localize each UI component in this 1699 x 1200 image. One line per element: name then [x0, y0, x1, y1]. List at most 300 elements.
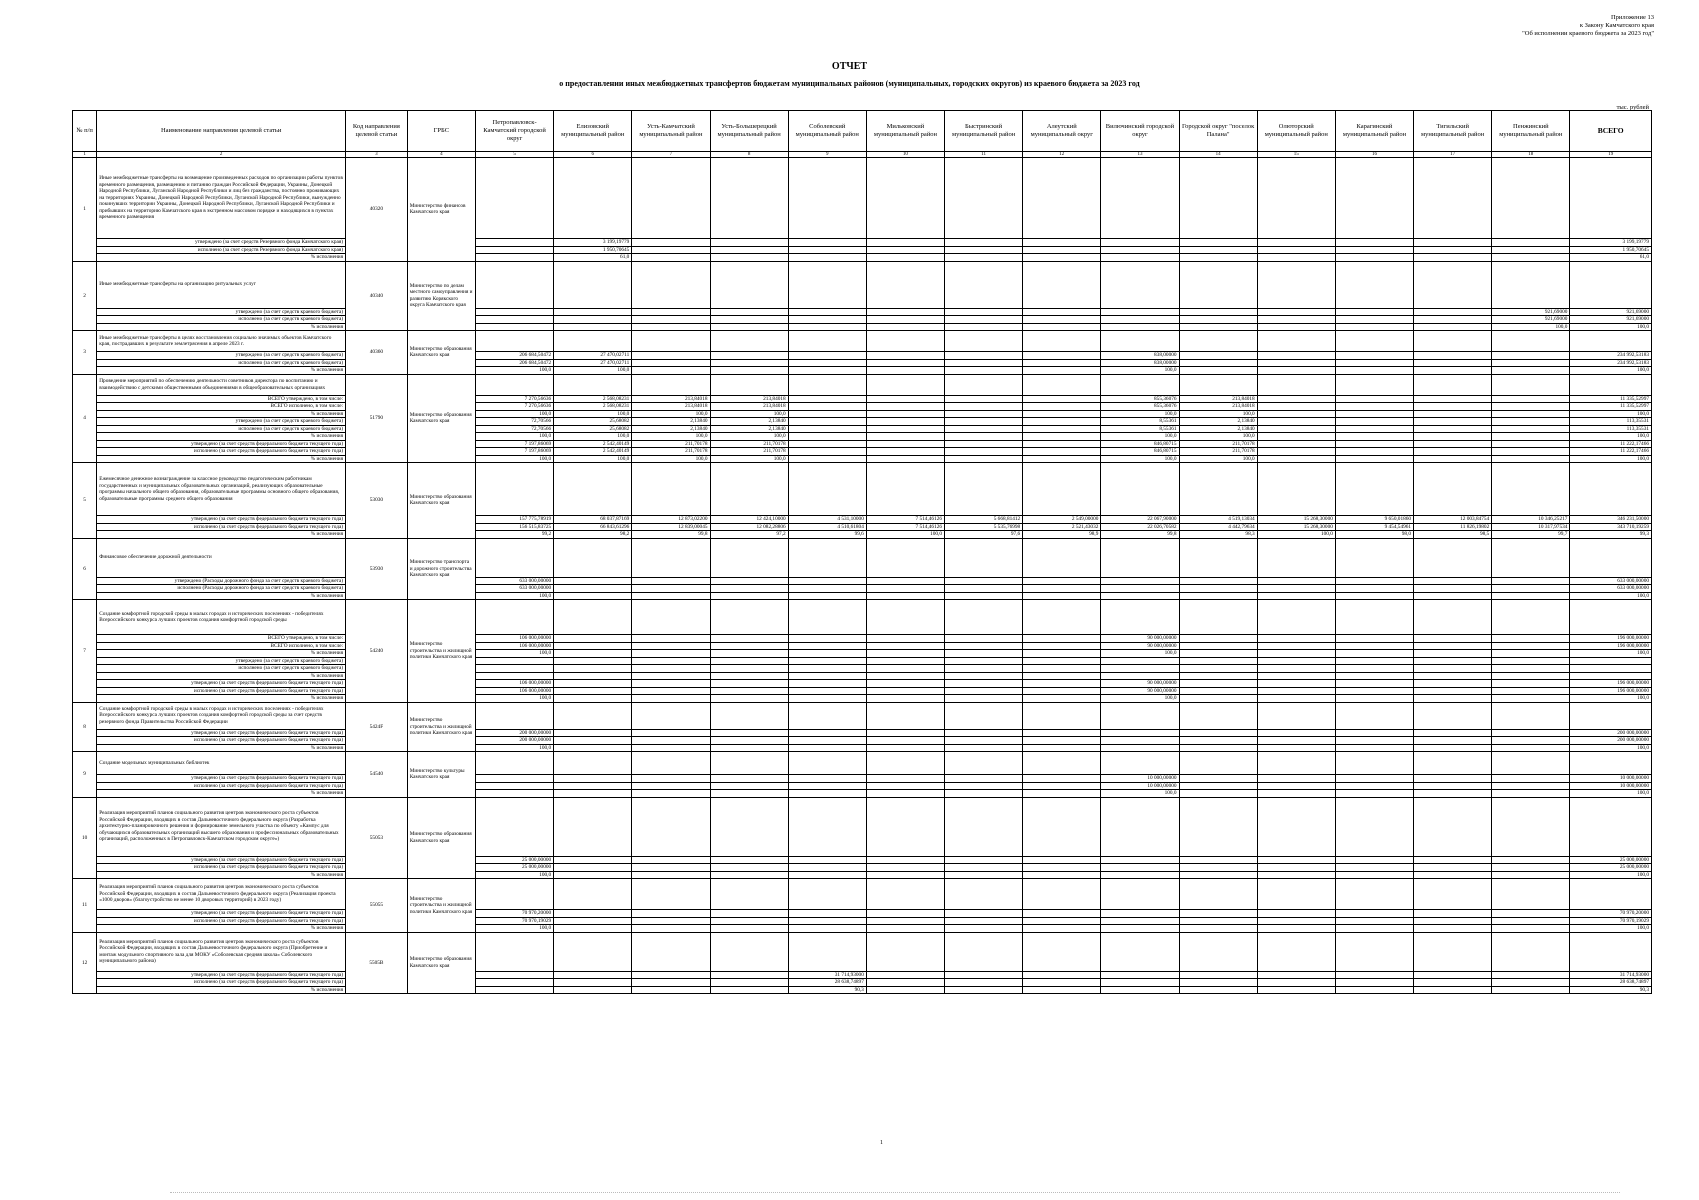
value-cell: 100,0 — [1101, 695, 1179, 703]
value-cell — [1179, 657, 1257, 665]
value-cell — [945, 352, 1023, 360]
target-code: 53030 — [346, 463, 408, 539]
empty-cell — [1492, 879, 1570, 910]
value-cell — [945, 979, 1023, 987]
empty-cell — [1570, 158, 1652, 239]
target-code: 53930 — [346, 538, 408, 600]
value-cell — [1492, 367, 1570, 375]
total-cell: 343 710,19259 — [1570, 523, 1652, 531]
value-cell: 2,13840 — [1179, 425, 1257, 433]
empty-cell — [1335, 538, 1413, 577]
header-row — [73, 111, 1652, 152]
value-cell — [945, 246, 1023, 254]
value-cell: 7 514,46126 — [866, 516, 944, 524]
value-cell — [866, 403, 944, 411]
value-cell — [632, 680, 710, 688]
value-cell: 100,0 — [632, 455, 710, 463]
value-cell — [945, 687, 1023, 695]
value-cell — [866, 744, 944, 752]
value-cell — [866, 308, 944, 316]
value-cell — [710, 729, 788, 737]
value-cell — [710, 971, 788, 979]
value-cell — [945, 592, 1023, 600]
row-label: % исполнения — [97, 367, 346, 375]
value-cell — [1023, 585, 1101, 593]
value-cell: 106 000,00000 — [475, 635, 553, 643]
value-cell — [866, 680, 944, 688]
value-cell — [945, 856, 1023, 864]
value-cell — [866, 316, 944, 324]
value-cell — [1257, 695, 1335, 703]
value-cell — [1179, 775, 1257, 783]
value-cell — [632, 971, 710, 979]
value-cell — [1257, 687, 1335, 695]
row-number: 8 — [73, 702, 97, 752]
grbs-name: Министерство строительства и жилищной политики Камчатского края — [407, 879, 475, 933]
row-label: утверждено (за счет средств краевого бюджета) — [97, 418, 346, 426]
value-cell — [1335, 775, 1413, 783]
total-cell: 31 714,93000 — [1570, 971, 1652, 979]
value-cell — [632, 917, 710, 925]
value-cell — [788, 925, 866, 933]
value-cell — [945, 308, 1023, 316]
value-cell: 200 000,00000 — [475, 729, 553, 737]
value-cell — [1023, 254, 1101, 262]
value-cell: 99,8 — [632, 531, 710, 539]
data-row — [73, 359, 1652, 367]
value-cell — [866, 917, 944, 925]
value-cell: 5 668,81412 — [945, 516, 1023, 524]
report-table — [72, 110, 1652, 994]
data-row — [73, 782, 1652, 790]
value-cell — [1492, 425, 1570, 433]
row-number: 5 — [73, 463, 97, 539]
value-cell — [788, 729, 866, 737]
data-row — [73, 650, 1652, 658]
value-cell: 921,69000 — [1492, 316, 1570, 324]
value-cell — [632, 695, 710, 703]
value-cell — [1492, 925, 1570, 933]
value-cell — [1257, 323, 1335, 331]
row-label: исполнено (за счет средств федерального бюджета текущего года) — [97, 687, 346, 695]
empty-cell — [710, 600, 788, 635]
empty-cell — [945, 538, 1023, 577]
value-cell — [554, 864, 632, 872]
value-cell: 100,0 — [554, 367, 632, 375]
value-cell — [945, 737, 1023, 745]
value-cell — [710, 239, 788, 247]
value-cell — [866, 695, 944, 703]
data-row — [73, 577, 1652, 585]
value-cell — [632, 871, 710, 879]
empty-cell — [710, 374, 788, 395]
value-cell — [1492, 910, 1570, 918]
value-cell: 106 000,00000 — [475, 687, 553, 695]
value-cell — [1492, 737, 1570, 745]
value-cell: 100,0 — [475, 871, 553, 879]
value-cell — [1335, 592, 1413, 600]
row-label: утверждено (Расходы дорожного фонда за счет средств краевого бюджета) — [97, 577, 346, 585]
value-cell: 7 270,56636 — [475, 403, 553, 411]
value-cell — [1023, 856, 1101, 864]
value-cell — [1179, 239, 1257, 247]
empty-cell — [475, 797, 553, 856]
empty-cell — [1179, 752, 1257, 775]
value-cell — [1335, 665, 1413, 673]
column-header: Алеутский муниципальный округ — [1023, 111, 1101, 152]
value-cell: 2 568,08231 — [554, 395, 632, 403]
value-cell — [866, 737, 944, 745]
direction-name: Реализация мероприятий планов социального развития центров экономического роста субъектов Российской Федерации, входящих в состав Дальневосточного федерального округа (Реализация проекта «1000 дворов» (благоустройство не менее 10 дворовых территорий) в 2023 году) — [97, 879, 346, 910]
value-cell: 200 000,00000 — [475, 737, 553, 745]
value-cell — [1179, 744, 1257, 752]
value-cell — [1335, 418, 1413, 426]
value-cell — [1335, 448, 1413, 456]
empty-cell — [1570, 374, 1652, 395]
empty-cell — [632, 463, 710, 516]
value-cell — [1492, 418, 1570, 426]
column-number: 12 — [1023, 152, 1101, 158]
value-cell: 2 521,43032 — [1023, 523, 1101, 531]
value-cell — [1023, 775, 1101, 783]
value-cell — [1023, 359, 1101, 367]
row-label: ВСЕГО исполнено, в том числе: — [97, 403, 346, 411]
row-label: утверждено (за счет средств федерального бюджета текущего года) — [97, 971, 346, 979]
column-header: Быстринский муниципальный район — [945, 111, 1023, 152]
value-cell — [788, 433, 866, 441]
value-cell — [1492, 856, 1570, 864]
value-cell — [788, 917, 866, 925]
value-cell: 7 270,56636 — [475, 395, 553, 403]
value-cell — [945, 986, 1023, 994]
section-header-row — [73, 158, 1652, 239]
value-cell — [1257, 979, 1335, 987]
value-cell — [1023, 316, 1101, 324]
empty-cell — [866, 158, 944, 239]
value-cell — [710, 585, 788, 593]
row-label: утверждено (за счет средств краевого бюджета) — [97, 308, 346, 316]
empty-cell — [1570, 261, 1652, 308]
value-cell — [1414, 695, 1492, 703]
empty-cell — [632, 702, 710, 729]
value-cell: 12 424,10000 — [710, 516, 788, 524]
column-number: 15 — [1257, 152, 1335, 158]
total-cell: 113,35531 — [1570, 418, 1652, 426]
value-cell — [1414, 410, 1492, 418]
data-row — [73, 971, 1652, 979]
column-number: 9 — [788, 152, 866, 158]
row-label: исполнено (за счет средств краевого бюджета) — [97, 359, 346, 367]
value-cell — [554, 316, 632, 324]
value-cell: 90 000,00000 — [1101, 642, 1179, 650]
value-cell — [475, 254, 553, 262]
value-cell — [788, 642, 866, 650]
empty-cell — [554, 932, 632, 971]
value-cell — [945, 316, 1023, 324]
value-cell — [788, 448, 866, 456]
grbs-name: Министерство образования Камчатского края — [407, 797, 475, 879]
empty-cell — [554, 538, 632, 577]
value-cell — [945, 665, 1023, 673]
section-header-row — [73, 879, 1652, 910]
value-cell — [632, 687, 710, 695]
empty-cell — [788, 702, 866, 729]
value-cell: 12 839,00045 — [632, 523, 710, 531]
value-cell: 22 067,90000 — [1101, 516, 1179, 524]
empty-cell — [1179, 797, 1257, 856]
value-cell — [554, 308, 632, 316]
value-cell — [1414, 856, 1492, 864]
value-cell — [1179, 635, 1257, 643]
value-cell — [945, 418, 1023, 426]
column-header: № п/п — [73, 111, 97, 152]
empty-cell — [1492, 752, 1570, 775]
empty-cell — [788, 374, 866, 395]
value-cell — [1101, 729, 1179, 737]
value-cell: 25,68082 — [554, 418, 632, 426]
value-cell — [866, 635, 944, 643]
empty-cell — [1414, 331, 1492, 352]
value-cell — [1257, 455, 1335, 463]
column-number: 18 — [1492, 152, 1570, 158]
value-cell — [1257, 910, 1335, 918]
empty-cell — [632, 261, 710, 308]
value-cell: 100,0 — [1101, 410, 1179, 418]
value-cell — [710, 577, 788, 585]
direction-name: Создание комфортной городской среды в малых городах и исторических поселениях - победителях Всероссийского конкурса лучших проектов создания комфортной городской среды за счет средств резервного фонда Правительства Российской Федерации — [97, 702, 346, 729]
row-label: утверждено (за счет средств федерального бюджета текущего года) — [97, 440, 346, 448]
value-cell: 100,0 — [1101, 790, 1179, 798]
value-cell: 99,8 — [1101, 531, 1179, 539]
value-cell — [788, 680, 866, 688]
grbs-name: Министерство строительства и жилищной политики Камчатского края — [407, 600, 475, 703]
target-code: 40320 — [346, 158, 408, 262]
empty-cell — [1023, 600, 1101, 635]
value-cell: 2 568,08231 — [554, 403, 632, 411]
data-row — [73, 523, 1652, 531]
empty-cell — [866, 879, 944, 910]
value-cell — [710, 979, 788, 987]
value-cell: 15 268,30000 — [1257, 516, 1335, 524]
total-cell: 100,0 — [1570, 455, 1652, 463]
total-cell: 633 000,00000 — [1570, 585, 1652, 593]
data-row — [73, 246, 1652, 254]
value-cell — [1414, 455, 1492, 463]
total-cell: 200 000,00000 — [1570, 729, 1652, 737]
value-cell: 25 000,00000 — [475, 856, 553, 864]
value-cell — [1023, 395, 1101, 403]
value-cell: 4 510,61804 — [788, 523, 866, 531]
value-cell: 211,70178 — [1179, 440, 1257, 448]
value-cell — [1179, 925, 1257, 933]
value-cell — [1335, 352, 1413, 360]
total-cell: 70 970,19029 — [1570, 917, 1652, 925]
value-cell — [475, 308, 553, 316]
value-cell: 97,2 — [710, 531, 788, 539]
value-cell — [788, 864, 866, 872]
value-cell: 72,70566 — [475, 425, 553, 433]
empty-cell — [1492, 600, 1570, 635]
total-cell: 11 335,52997 — [1570, 395, 1652, 403]
value-cell — [1335, 864, 1413, 872]
value-cell — [788, 910, 866, 918]
value-cell — [632, 672, 710, 680]
value-cell: 100,0 — [475, 592, 553, 600]
row-label: исполнено (за счет средств федерального бюджета текущего года) — [97, 782, 346, 790]
target-code: 51790 — [346, 374, 408, 463]
value-cell: 12 873,02200 — [632, 516, 710, 524]
value-cell: 12 003,84754 — [1414, 516, 1492, 524]
target-code: 5505B — [346, 932, 408, 994]
value-cell — [710, 665, 788, 673]
empty-cell — [945, 932, 1023, 971]
value-cell — [1414, 254, 1492, 262]
value-cell — [1257, 403, 1335, 411]
value-cell — [554, 925, 632, 933]
empty-cell — [1492, 261, 1570, 308]
value-cell — [1179, 672, 1257, 680]
target-code: 55053 — [346, 797, 408, 879]
value-cell — [788, 737, 866, 745]
empty-cell — [866, 702, 944, 729]
empty-cell — [554, 158, 632, 239]
column-header: ГРБС — [407, 111, 475, 152]
total-cell — [1570, 672, 1652, 680]
value-cell — [1023, 672, 1101, 680]
empty-cell — [1023, 797, 1101, 856]
value-cell — [710, 687, 788, 695]
value-cell — [475, 657, 553, 665]
value-cell — [632, 592, 710, 600]
grbs-name: Министерство образования Камчатского края — [407, 932, 475, 994]
value-cell — [945, 790, 1023, 798]
empty-cell — [1335, 702, 1413, 729]
empty-cell — [1023, 752, 1101, 775]
value-cell: 100,0 — [475, 410, 553, 418]
value-cell: 27 470,02711 — [554, 359, 632, 367]
empty-cell — [475, 331, 553, 352]
value-cell — [1414, 239, 1492, 247]
row-label: % исполнения — [97, 790, 346, 798]
value-cell — [1492, 359, 1570, 367]
value-cell — [1414, 448, 1492, 456]
empty-cell — [866, 600, 944, 635]
total-cell: 10 000,00000 — [1570, 782, 1652, 790]
value-cell: 100,0 — [1101, 367, 1179, 375]
value-cell — [945, 577, 1023, 585]
value-cell — [1023, 448, 1101, 456]
column-number: 5 — [475, 152, 553, 158]
value-cell: 31 714,93000 — [788, 971, 866, 979]
target-code: 54240 — [346, 600, 408, 703]
value-cell — [710, 592, 788, 600]
data-row — [73, 592, 1652, 600]
value-cell — [945, 917, 1023, 925]
total-cell: 100,0 — [1570, 790, 1652, 798]
section-header-row — [73, 463, 1652, 516]
value-cell — [1023, 687, 1101, 695]
value-cell — [866, 729, 944, 737]
total-cell: 100,0 — [1570, 744, 1652, 752]
value-cell: 100,0 — [1179, 410, 1257, 418]
row-label: % исполнения — [97, 254, 346, 262]
row-label: % исполнения — [97, 455, 346, 463]
value-cell — [1023, 352, 1101, 360]
value-cell: 11 826,19802 — [1414, 523, 1492, 531]
data-row — [73, 657, 1652, 665]
empty-cell — [1335, 879, 1413, 910]
empty-cell — [1335, 331, 1413, 352]
value-cell: 211,70178 — [1179, 448, 1257, 456]
value-cell: 12 082,28806 — [710, 523, 788, 531]
value-cell — [1257, 650, 1335, 658]
value-cell — [1023, 433, 1101, 441]
value-cell — [1257, 680, 1335, 688]
value-cell — [1257, 308, 1335, 316]
value-cell — [632, 642, 710, 650]
value-cell — [1101, 979, 1179, 987]
data-row — [73, 737, 1652, 745]
value-cell — [945, 729, 1023, 737]
value-cell — [1023, 864, 1101, 872]
data-row — [73, 448, 1652, 456]
row-number: 2 — [73, 261, 97, 331]
value-cell — [632, 585, 710, 593]
value-cell — [1414, 440, 1492, 448]
data-row — [73, 352, 1652, 360]
value-cell — [1101, 592, 1179, 600]
row-label: % исполнения — [97, 323, 346, 331]
total-cell: 10 000,00000 — [1570, 775, 1652, 783]
value-cell — [1492, 254, 1570, 262]
value-cell — [866, 871, 944, 879]
value-cell: 97,6 — [945, 531, 1023, 539]
value-cell — [1335, 246, 1413, 254]
data-row — [73, 395, 1652, 403]
empty-cell — [1414, 797, 1492, 856]
value-cell: 213,84018 — [1179, 395, 1257, 403]
value-cell — [1492, 585, 1570, 593]
value-cell — [1414, 729, 1492, 737]
column-header: Карагинский муниципальный район — [1335, 111, 1413, 152]
value-cell — [1023, 642, 1101, 650]
empty-cell — [1257, 752, 1335, 775]
column-number: 19 — [1570, 152, 1652, 158]
row-label: исполнено (за счет средств Резервного фонда Камчатского края) — [97, 246, 346, 254]
value-cell — [1335, 642, 1413, 650]
value-cell: 100,0 — [1492, 323, 1570, 331]
value-cell — [1335, 790, 1413, 798]
value-cell — [1179, 650, 1257, 658]
value-cell: 7 514,46126 — [866, 523, 944, 531]
value-cell — [1179, 782, 1257, 790]
value-cell — [1179, 254, 1257, 262]
value-cell — [866, 433, 944, 441]
empty-cell — [554, 600, 632, 635]
column-header: ВСЕГО — [1570, 111, 1652, 152]
value-cell — [1101, 585, 1179, 593]
empty-cell — [1179, 374, 1257, 395]
value-cell — [632, 657, 710, 665]
value-cell — [1492, 433, 1570, 441]
value-cell — [554, 672, 632, 680]
total-cell: 234 992,53183 — [1570, 352, 1652, 360]
value-cell — [1257, 864, 1335, 872]
total-cell: 100,0 — [1570, 871, 1652, 879]
empty-cell — [945, 374, 1023, 395]
empty-cell — [866, 374, 944, 395]
value-cell: 2,13840 — [632, 418, 710, 426]
